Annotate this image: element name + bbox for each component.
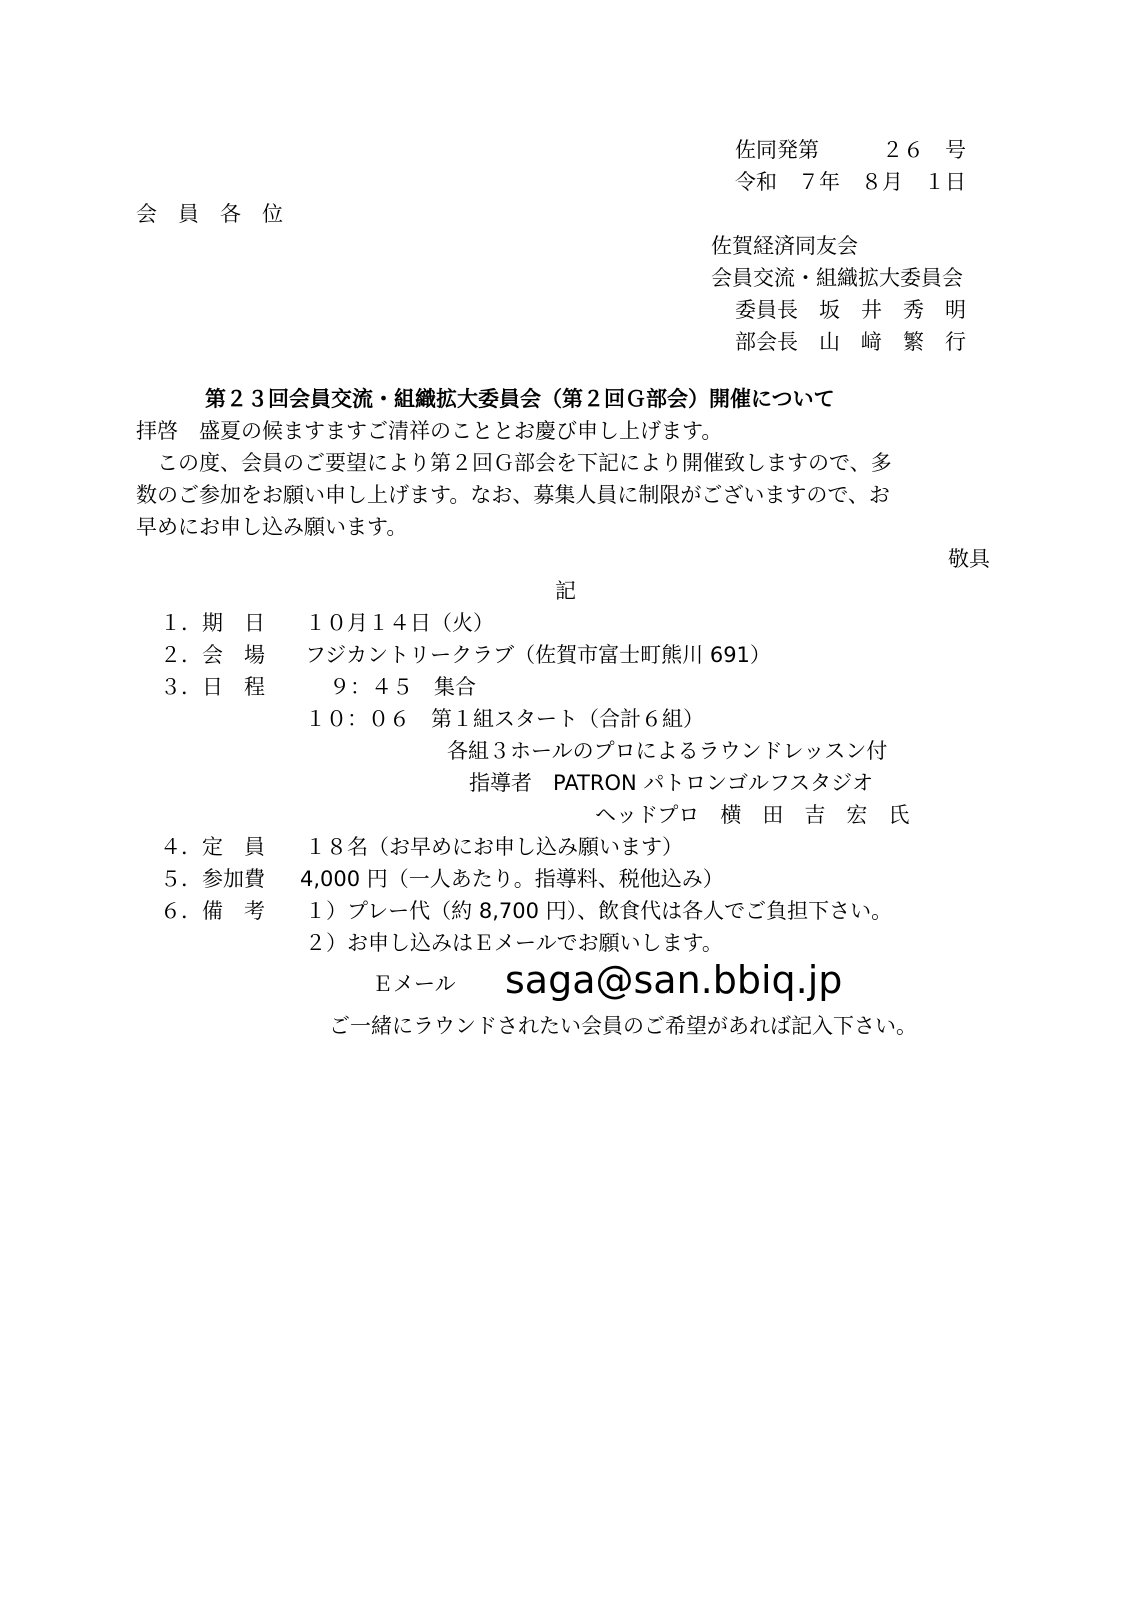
schedule-line: 指導者 PATRON パトロンゴルフスタジオ bbox=[469, 771, 874, 795]
item-capacity-label: ４．定 員 bbox=[160, 835, 265, 859]
email-address-link[interactable]: saga@san.bbiq.jp bbox=[505, 958, 843, 1002]
schedule-line: ９：４５ 集合 bbox=[329, 675, 476, 699]
item-fee-value: 4,000 円（一人あたり。指導料、税他込み） bbox=[300, 867, 724, 891]
item-schedule-label: ３．日 程 bbox=[160, 675, 265, 699]
item-venue-value: フジカントリークラブ（佐賀市富士町熊川 691） bbox=[305, 643, 771, 667]
greeting: 拝啓 盛夏の候ますますご清祥のこととお慶び申し上げます。 bbox=[136, 419, 723, 443]
item-date-value: １０月１４日（火） bbox=[305, 611, 494, 635]
schedule-line: １０：０６ 第１組スタート（合計６組） bbox=[305, 707, 704, 731]
sender-committee: 会員交流・組織拡大委員会 bbox=[711, 266, 963, 290]
schedule-line: ヘッドプロ 横 田 吉 宏 氏 bbox=[595, 803, 910, 827]
item-fee-label: ５．参加費 bbox=[160, 867, 265, 891]
sender-chair: 委員長 坂 井 秀 明 bbox=[735, 298, 966, 322]
footer-note: ご一緒にラウンドされたい会員のご希望があれば記入下さい。 bbox=[329, 1014, 917, 1038]
item-venue-label: ２．会 場 bbox=[160, 643, 265, 667]
ki-heading: 記 bbox=[555, 579, 576, 603]
schedule-line: 各組３ホールのプロによるラウンドレッスン付 bbox=[447, 739, 888, 763]
recipient: 会 員 各 位 bbox=[136, 202, 283, 226]
email-label: Ｅメール bbox=[372, 972, 456, 996]
body-paragraph-line: 早めにお申し込み願います。 bbox=[136, 515, 408, 539]
body-paragraph-line: この度、会員のご要望により第２回Ｇ部会を下記により開催致しますので、多 bbox=[136, 451, 892, 475]
document-date: 令和 ７年 ８月 １日 bbox=[735, 170, 966, 194]
item-notes-label: ６．備 考 bbox=[160, 899, 265, 923]
item-capacity-value: １８名（お早めにお申し込み願います） bbox=[305, 835, 683, 859]
note-line: １）プレー代（約 8,700 円）、飲食代は各人でご負担下さい。 bbox=[305, 899, 893, 923]
sender-organization: 佐賀経済同友会 bbox=[711, 234, 858, 258]
closing: 敬具 bbox=[948, 547, 990, 571]
document-number: 佐同発第 ２６ 号 bbox=[735, 138, 966, 162]
body-paragraph-line: 数のご参加をお願い申し上げます。なお、募集人員に制限がございますので、お bbox=[136, 483, 890, 507]
document-title: 第２３回会員交流・組織拡大委員会（第２回Ｇ部会）開催について bbox=[205, 387, 835, 411]
sender-section-head: 部会長 山 﨑 繁 行 bbox=[735, 330, 966, 354]
item-date-label: １．期 日 bbox=[160, 611, 265, 635]
note-line: ２）お申し込みはＥメールでお願いします。 bbox=[305, 931, 723, 955]
